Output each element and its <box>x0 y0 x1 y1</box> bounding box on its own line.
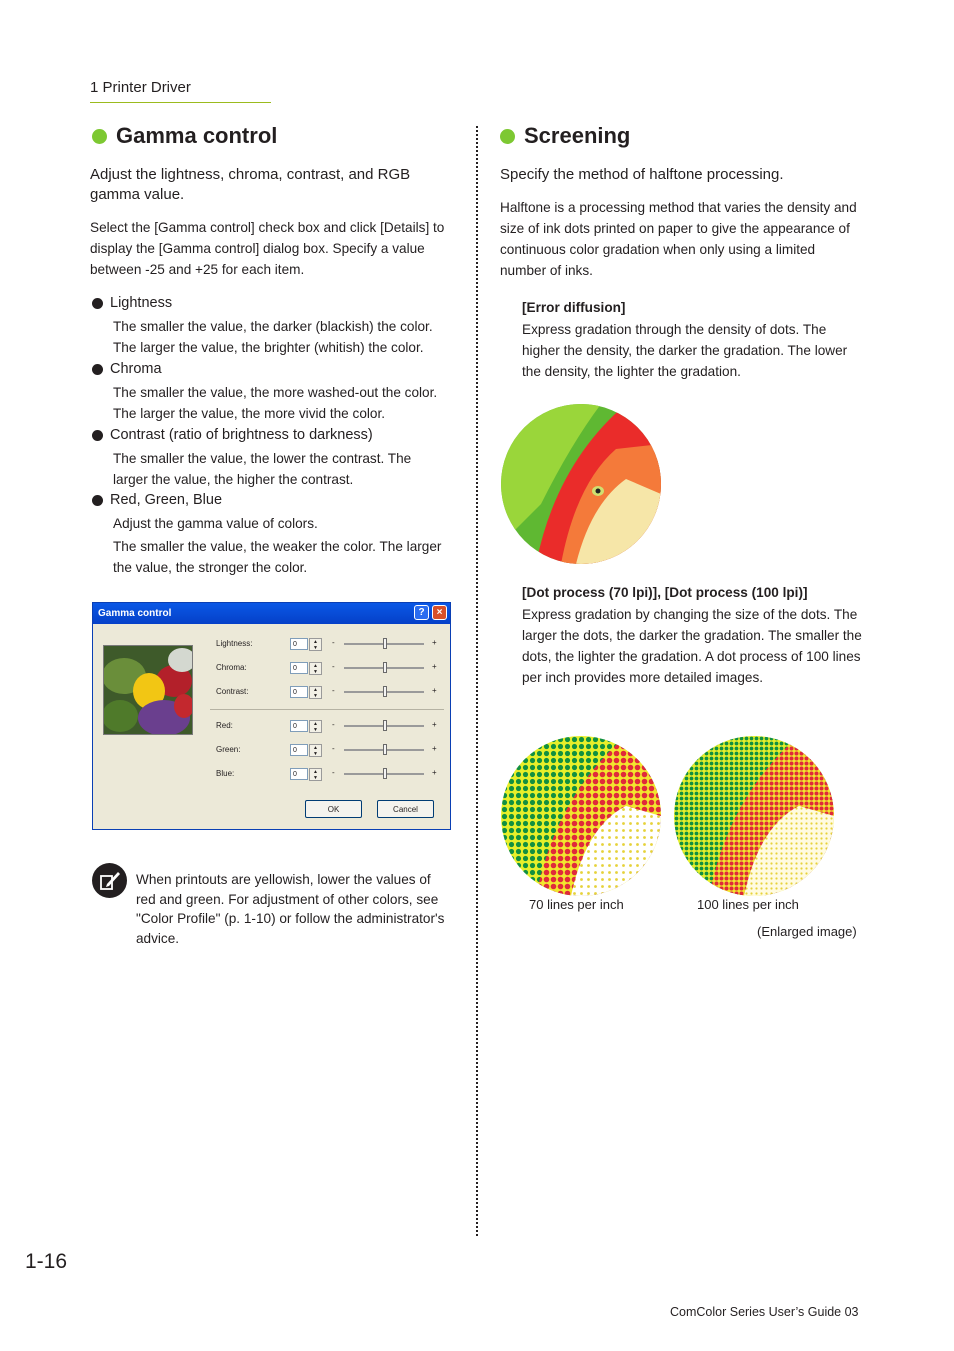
dialog-titlebar <box>93 603 450 624</box>
lightness-slider-thumb[interactable] <box>383 638 387 649</box>
chapter-label: 1 Printer Driver <box>90 79 191 96</box>
error-diffusion-image <box>501 404 661 564</box>
bullet-lightness: Lightness <box>92 295 172 311</box>
column-divider <box>476 126 478 1236</box>
gamma-lead: Adjust the lightness, chroma, contrast, and RGB gamma value. <box>90 166 411 203</box>
dot-process-text: Express gradation by changing the size of the dots. The larger the dots, the darker the gradation. The smaller the dots, the lighter the gradation. A dot process of 100 lines per inch provides more detailed images. <box>522 607 862 685</box>
gamma-title: Gamma control <box>116 123 278 148</box>
gamma-intro: Select the [Gamma control] check box and click [Details] to display the [Gamma control] dialog box. Specify a value between -25 and +25 for each item. <box>90 220 445 277</box>
chapter-rule <box>90 102 271 103</box>
green-bullet-icon <box>500 129 515 144</box>
error-diffusion-heading: [Error diffusion] <box>522 300 626 315</box>
green-bullet-icon <box>92 129 107 144</box>
bullet-rgb: Red, Green, Blue <box>92 492 222 508</box>
contrast-slider-thumb[interactable] <box>383 686 387 697</box>
halftone-70lpi-image <box>501 736 661 896</box>
rgb-line-2: The smaller the value, the weaker the color. The larger the value, the stronger the color. <box>113 539 442 575</box>
note-pencil-icon <box>92 863 127 898</box>
blue-spinner[interactable]: ▲ ▼ <box>309 768 322 781</box>
footer-guide: ComColor Series User’s Guide 03 <box>670 1305 859 1319</box>
lightness-line-1: The smaller the value, the darker (blackish) the color. <box>113 319 433 334</box>
blue-input[interactable]: 0 <box>290 768 308 780</box>
blue-slider-thumb[interactable] <box>383 768 387 779</box>
error-diffusion-text: Express gradation through the density of dots. The higher the density, the darker the gradation. The lower the density, the lighter the gradation. <box>522 322 848 379</box>
red-slider-thumb[interactable] <box>383 720 387 731</box>
close-icon[interactable]: × <box>432 605 447 620</box>
chroma-line-1: The smaller the value, the more washed-out the color. <box>113 385 438 400</box>
bullet-icon <box>92 364 103 375</box>
page-number: 1-16 <box>25 1250 68 1273</box>
preview-image <box>103 645 193 735</box>
dialog-title: Gamma control <box>98 608 172 619</box>
rgb-line-1: Adjust the gamma value of colors. <box>113 516 318 531</box>
gamma-control-dialog: Gamma control ? × Lightness: 0 ▲ ▼ - + Chroma: 0 ▲ ▼ - + Contrast: 0 ▲ ▼ - + Red: 0 ▲ ▼ - + Green: 0 ▲ ▼ - + Blue: 0 ▲ ▼ - + OK Cancel <box>92 602 451 830</box>
dot-process-heading: [Dot process (70 lpi)], [Dot process (100 lpi)] <box>522 585 808 600</box>
contrast-line-1: The smaller the value, the lower the contrast. The larger the value, the higher the contrast. <box>113 451 412 487</box>
cancel-button[interactable]: Cancel <box>377 800 434 818</box>
green-slider-thumb[interactable] <box>383 744 387 755</box>
chroma-slider-thumb[interactable] <box>383 662 387 673</box>
screening-lead: Specify the method of halftone processing. <box>500 166 784 183</box>
lightness-line-2: The larger the value, the brighter (whitish) the color. <box>113 340 424 355</box>
screening-heading <box>500 123 630 149</box>
caption-100lpi: 100 lines per inch <box>697 897 799 912</box>
chroma-line-2: The larger the value, the more vivid the color. <box>113 406 386 421</box>
chroma-spinner[interactable]: ▲ ▼ <box>309 662 322 675</box>
green-spinner[interactable]: ▲ ▼ <box>309 744 322 757</box>
chroma-input[interactable]: 0 <box>290 662 308 674</box>
green-input[interactable]: 0 <box>290 744 308 756</box>
bullet-chroma: Chroma <box>92 361 162 377</box>
caption-70lpi: 70 lines per inch <box>529 897 624 912</box>
lightness-spinner[interactable]: ▲ ▼ <box>309 638 322 651</box>
help-icon[interactable]: ? <box>414 605 429 620</box>
caption-enlarged: (Enlarged image) <box>757 924 857 939</box>
lightness-input[interactable]: 0 <box>290 638 308 650</box>
dialog-separator <box>210 709 444 710</box>
red-input[interactable]: 0 <box>290 720 308 732</box>
note-text: When printouts are yellowish, lower the values of red and green. For adjustment of other colors, see "Color Profile" (p. 1-10) or follow the administrator's advice. <box>136 872 445 946</box>
gamma-heading <box>92 123 277 149</box>
red-spinner[interactable]: ▲ ▼ <box>309 720 322 733</box>
bullet-contrast: Contrast (ratio of brightness to darkness) <box>92 427 373 443</box>
contrast-spinner[interactable]: ▲ ▼ <box>309 686 322 699</box>
screening-intro: Halftone is a processing method that varies the density and size of ink dots printed on paper to give the appearance of continuous color gradation when only using a limited number of inks. <box>500 200 857 278</box>
bullet-icon <box>92 495 103 506</box>
halftone-100lpi-image <box>674 736 834 896</box>
bullet-icon <box>92 430 103 441</box>
ok-button[interactable]: OK <box>305 800 362 818</box>
bullet-icon <box>92 298 103 309</box>
screening-title: Screening <box>524 123 631 148</box>
contrast-input[interactable]: 0 <box>290 686 308 698</box>
